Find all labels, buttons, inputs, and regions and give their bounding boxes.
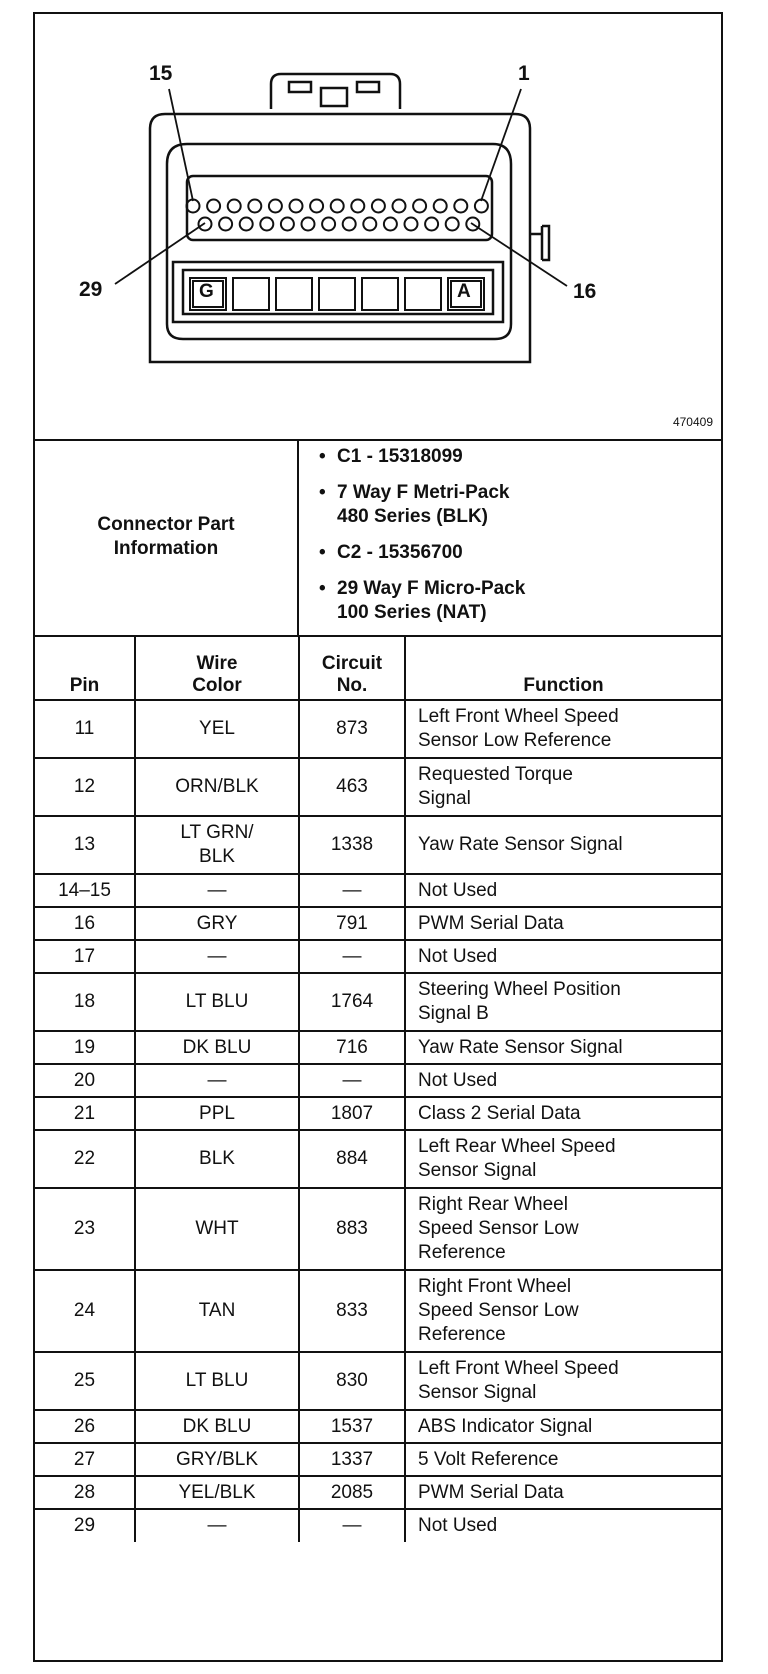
table-row bbox=[35, 816, 721, 874]
cell-circuit-no: 884 bbox=[299, 1130, 405, 1188]
cell-wire-color-line: YEL/BLK bbox=[178, 1481, 256, 1503]
table-row bbox=[35, 758, 721, 816]
cell-function-line: PWM Serial Data bbox=[418, 912, 564, 934]
table-row bbox=[35, 1064, 721, 1097]
cell-function-line: Left Front Wheel Speed bbox=[418, 1358, 619, 1379]
cell-function bbox=[405, 1097, 721, 1130]
header-circuit-no bbox=[299, 635, 405, 700]
cell-function bbox=[405, 700, 721, 758]
connector-info-item bbox=[311, 481, 711, 529]
cell-function-line: Yaw Rate Sensor Signal bbox=[418, 1036, 623, 1058]
cell-function-line: Left Front Wheel Speed bbox=[418, 706, 619, 727]
cell-wire-color bbox=[135, 1509, 299, 1542]
table-row bbox=[35, 1443, 721, 1476]
cell-function bbox=[405, 1031, 721, 1064]
cell-function-line: Not Used bbox=[418, 945, 498, 967]
table-row bbox=[35, 907, 721, 940]
pin-cavity bbox=[425, 218, 438, 231]
cell-circuit-no: — bbox=[299, 940, 405, 973]
cell-wire-color bbox=[135, 907, 299, 940]
table-row bbox=[35, 1097, 721, 1130]
cell-circuit-no: 1807 bbox=[299, 1097, 405, 1130]
pin-cavity bbox=[454, 200, 467, 213]
table-row bbox=[35, 973, 721, 1031]
cell-wire-color-line: — bbox=[207, 879, 227, 901]
cell-function-line: 5 Volt Reference bbox=[418, 1448, 559, 1470]
cell-wire-color-line: WHT bbox=[195, 1218, 239, 1239]
connector-info-text: • C2 - 15356700 bbox=[337, 542, 463, 563]
pin-cavity bbox=[475, 200, 488, 213]
cell-function bbox=[405, 1270, 721, 1352]
connector-part-information bbox=[35, 439, 721, 637]
cell-circuit-no: — bbox=[299, 874, 405, 907]
cell-function bbox=[405, 1410, 721, 1443]
cell-pin: 13 bbox=[35, 816, 135, 874]
pin-cavity bbox=[310, 200, 323, 213]
cell-function-line: Sensor Signal bbox=[418, 1160, 537, 1181]
cell-circuit-no: 883 bbox=[299, 1188, 405, 1270]
table-row bbox=[35, 874, 721, 907]
cell-function-line: Class 2 Serial Data bbox=[418, 1102, 581, 1124]
cell-pin: 28 bbox=[35, 1476, 135, 1509]
cell-pin: 27 bbox=[35, 1443, 135, 1476]
cell-function-line: Not Used bbox=[418, 879, 498, 901]
cell-wire-color bbox=[135, 973, 299, 1031]
cell-function-line: Steering Wheel Position bbox=[418, 979, 621, 1000]
cell-pin: 18 bbox=[35, 973, 135, 1031]
connector-info-item bbox=[311, 445, 711, 469]
key-label-a: A bbox=[457, 281, 471, 302]
cell-wire-color bbox=[135, 1270, 299, 1352]
cell-pin: 19 bbox=[35, 1031, 135, 1064]
cell-wire-color-line: — bbox=[207, 1069, 227, 1091]
cell-wire-color-line: GRY/BLK bbox=[175, 1448, 259, 1470]
cell-circuit-no: 833 bbox=[299, 1270, 405, 1352]
pin-cavity bbox=[446, 218, 459, 231]
pin-cavity bbox=[248, 200, 261, 213]
pin-cavity bbox=[343, 218, 356, 231]
table-row bbox=[35, 1352, 721, 1410]
pin-cavity bbox=[434, 200, 447, 213]
table-row bbox=[35, 1130, 721, 1188]
connector-info-text: • C1 - 15318099 bbox=[337, 446, 463, 467]
cell-pin: 12 bbox=[35, 758, 135, 816]
table-header-row bbox=[35, 635, 721, 700]
cell-pin: 21 bbox=[35, 1097, 135, 1130]
cell-function bbox=[405, 1188, 721, 1270]
cell-circuit-no: 2085 bbox=[299, 1476, 405, 1509]
pin-cavity bbox=[302, 218, 315, 231]
header-wire-line: Color bbox=[192, 675, 242, 696]
pin-row-bottom bbox=[199, 218, 480, 231]
cell-function-line: ABS Indicator Signal bbox=[418, 1415, 593, 1437]
pin-cavity bbox=[290, 200, 303, 213]
cell-wire-color bbox=[135, 758, 299, 816]
connector-face-diagram bbox=[35, 14, 721, 441]
table-row bbox=[35, 1410, 721, 1443]
cell-circuit-no: 1338 bbox=[299, 816, 405, 874]
cell-function bbox=[405, 1509, 721, 1542]
cell-function bbox=[405, 973, 721, 1031]
cell-pin: 23 bbox=[35, 1188, 135, 1270]
pinout-table bbox=[35, 635, 721, 1542]
cell-function-line: Speed Sensor Low bbox=[418, 1218, 579, 1239]
cell-pin: 20 bbox=[35, 1064, 135, 1097]
cell-wire-color-line: YEL bbox=[199, 718, 235, 739]
cell-function-line: PWM Serial Data bbox=[418, 1481, 564, 1503]
connector-info-label bbox=[35, 439, 299, 635]
cell-wire-color bbox=[135, 1476, 299, 1509]
cell-function bbox=[405, 1352, 721, 1410]
pin-cavity bbox=[372, 200, 385, 213]
cell-circuit-no: 830 bbox=[299, 1352, 405, 1410]
connector-drawing bbox=[35, 14, 721, 439]
cell-wire-color bbox=[135, 1130, 299, 1188]
pin-cavity bbox=[322, 218, 335, 231]
cell-circuit-no: 791 bbox=[299, 907, 405, 940]
cell-wire-color bbox=[135, 1188, 299, 1270]
cell-function bbox=[405, 874, 721, 907]
cell-function-line: Sensor Low Reference bbox=[418, 730, 612, 751]
cell-wire-color bbox=[135, 1410, 299, 1443]
pin-cavity bbox=[413, 200, 426, 213]
cell-wire-color-line: — bbox=[207, 1515, 227, 1536]
cell-circuit-no: 1537 bbox=[299, 1410, 405, 1443]
cell-function-line: Reference bbox=[418, 1324, 506, 1345]
cell-function bbox=[405, 1476, 721, 1509]
cell-wire-color bbox=[135, 816, 299, 874]
pin-cavity bbox=[260, 218, 273, 231]
pin-cavity bbox=[393, 200, 406, 213]
table-row bbox=[35, 1031, 721, 1064]
cell-circuit-no: 463 bbox=[299, 758, 405, 816]
cell-function-line: Not Used bbox=[418, 1069, 498, 1091]
pin-cavity bbox=[219, 218, 232, 231]
cell-wire-color bbox=[135, 1352, 299, 1410]
connector-info-text: • 29 Way F Micro-Pack bbox=[337, 578, 526, 599]
table-row bbox=[35, 1509, 721, 1542]
cell-function-line: Sensor Signal bbox=[418, 1382, 537, 1403]
cell-circuit-no: 1337 bbox=[299, 1443, 405, 1476]
cell-wire-color bbox=[135, 1443, 299, 1476]
cell-wire-color-line: GRY bbox=[196, 912, 238, 934]
table-row bbox=[35, 940, 721, 973]
cell-function-line: Reference bbox=[418, 1242, 506, 1263]
pin-cavity bbox=[351, 200, 364, 213]
cell-function bbox=[405, 907, 721, 940]
connector-end-view-sheet bbox=[33, 12, 723, 1662]
cell-function-line: Right Front Wheel bbox=[418, 1276, 572, 1297]
cell-circuit-no: 873 bbox=[299, 700, 405, 758]
callout-pin-29: 29 bbox=[79, 278, 103, 301]
cell-pin: 14–15 bbox=[35, 874, 135, 907]
header-function: Function bbox=[405, 635, 721, 700]
cell-pin: 16 bbox=[35, 907, 135, 940]
table-row bbox=[35, 700, 721, 758]
cell-wire-color-line: DK BLU bbox=[182, 1415, 252, 1437]
cell-function bbox=[405, 940, 721, 973]
pin-row-top bbox=[187, 200, 488, 213]
cell-wire-color-line: PPL bbox=[199, 1102, 235, 1124]
cell-function-line: Yaw Rate Sensor Signal bbox=[418, 834, 623, 855]
connector-info-text: 100 Series (NAT) bbox=[337, 602, 487, 623]
callout-pin-15: 15 bbox=[149, 62, 173, 85]
cell-wire-color-line: — bbox=[207, 945, 227, 967]
table-row bbox=[35, 1270, 721, 1352]
cell-wire-color-line: BLK bbox=[199, 1148, 235, 1169]
connector-info-item bbox=[311, 577, 711, 625]
cell-function-line: Signal B bbox=[418, 1003, 489, 1024]
connector-info-list bbox=[311, 445, 711, 637]
cell-function-line: Right Rear Wheel bbox=[418, 1194, 568, 1215]
connector-info-label-line: Information bbox=[113, 538, 219, 559]
cell-wire-color bbox=[135, 940, 299, 973]
cell-wire-color-line: LT BLU bbox=[185, 991, 249, 1012]
callout-pin-1: 1 bbox=[518, 62, 530, 85]
cell-wire-color-line: DK BLU bbox=[182, 1036, 252, 1058]
connector-info-text: 480 Series (BLK) bbox=[337, 506, 489, 527]
cell-wire-color bbox=[135, 1031, 299, 1064]
header-pin: Pin bbox=[35, 635, 135, 700]
pin-cavity bbox=[384, 218, 397, 231]
pinout-table-body bbox=[35, 700, 721, 1542]
cell-wire-color bbox=[135, 1064, 299, 1097]
cell-function bbox=[405, 1443, 721, 1476]
cell-pin: 11 bbox=[35, 700, 135, 758]
connector-info-label-line: Connector Part bbox=[97, 514, 235, 535]
header-wire-color bbox=[135, 635, 299, 700]
header-circuit-line: No. bbox=[336, 675, 368, 696]
cell-wire-color-line: BLK bbox=[199, 846, 235, 867]
cell-function-line: Not Used bbox=[418, 1515, 498, 1536]
cell-circuit-no: 1764 bbox=[299, 973, 405, 1031]
cell-function bbox=[405, 1064, 721, 1097]
cell-function-line: Left Rear Wheel Speed bbox=[418, 1136, 616, 1157]
figure-number: 470409 bbox=[672, 415, 713, 429]
connector-info-item bbox=[311, 541, 711, 565]
cell-wire-color bbox=[135, 874, 299, 907]
header-circuit-line: Circuit bbox=[321, 653, 383, 674]
cell-function bbox=[405, 1130, 721, 1188]
cell-wire-color-line: ORN/BLK bbox=[175, 776, 259, 797]
pin-cavity bbox=[331, 200, 344, 213]
cell-circuit-no: — bbox=[299, 1509, 405, 1542]
pin-cavity bbox=[405, 218, 418, 231]
cell-wire-color-line: LT BLU bbox=[185, 1370, 249, 1391]
cell-pin: 29 bbox=[35, 1509, 135, 1542]
pin-cavity bbox=[240, 218, 253, 231]
cell-pin: 17 bbox=[35, 940, 135, 973]
cell-pin: 25 bbox=[35, 1352, 135, 1410]
cell-pin: 22 bbox=[35, 1130, 135, 1188]
cell-circuit-no: — bbox=[299, 1064, 405, 1097]
cell-function-line: Signal bbox=[418, 788, 471, 809]
connector-info-text: • 7 Way F Metri-Pack bbox=[337, 482, 510, 503]
cell-circuit-no: 716 bbox=[299, 1031, 405, 1064]
cell-pin: 24 bbox=[35, 1270, 135, 1352]
callout-pin-16: 16 bbox=[573, 280, 597, 303]
pin-cavity bbox=[363, 218, 376, 231]
pin-cavity bbox=[187, 200, 200, 213]
pin-cavity bbox=[269, 200, 282, 213]
cell-wire-color bbox=[135, 1097, 299, 1130]
pin-cavity bbox=[228, 200, 241, 213]
pin-cavity bbox=[207, 200, 220, 213]
pin-cavity bbox=[281, 218, 294, 231]
cell-wire-color-line: TAN bbox=[198, 1300, 236, 1321]
cell-function bbox=[405, 816, 721, 874]
cell-pin: 26 bbox=[35, 1410, 135, 1443]
table-row bbox=[35, 1188, 721, 1270]
cell-wire-color-line: LT GRN/ bbox=[180, 822, 254, 843]
cell-function bbox=[405, 758, 721, 816]
key-label-g: G bbox=[199, 281, 214, 302]
table-row bbox=[35, 1476, 721, 1509]
header-wire-line: Wire bbox=[196, 653, 238, 674]
cell-function-line: Requested Torque bbox=[418, 764, 573, 785]
cell-wire-color bbox=[135, 700, 299, 758]
cell-function-line: Speed Sensor Low bbox=[418, 1300, 579, 1321]
